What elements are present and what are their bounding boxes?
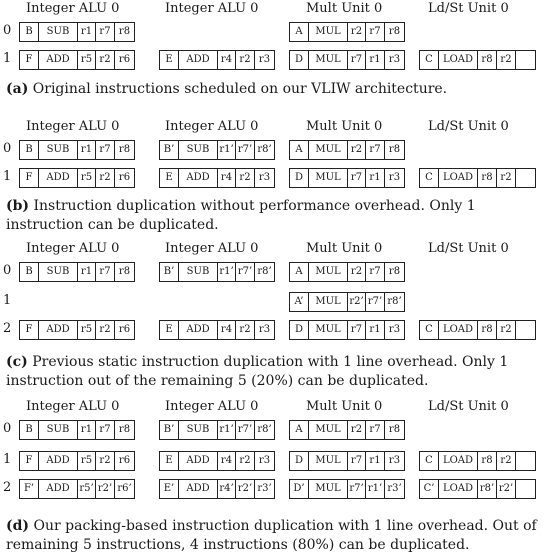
src-register-2: r8’ [257, 144, 272, 155]
src-register-2: r6 [118, 455, 131, 466]
instruction-box [419, 50, 536, 70]
dest-register: r4 [218, 51, 236, 69]
panel-d [0, 398, 546, 553]
caption-tag: (d) [6, 518, 30, 534]
dest-register: r5 [78, 452, 96, 470]
dest-register: r4’ [218, 480, 236, 498]
opcode-id: A [290, 421, 309, 439]
src-register-2: r3 [388, 172, 401, 183]
dest-register: r7 [348, 169, 366, 187]
unit-header: Integer ALU 0 [165, 241, 259, 256]
src-register-1: r7 [96, 421, 115, 439]
opcode-id: D [290, 321, 309, 339]
operation: LOAD [439, 169, 478, 187]
operation: MUL [309, 23, 348, 41]
src-register-1: r7’ [236, 421, 255, 439]
src-register-1: r7 [366, 421, 385, 439]
src-register-1: r7 [96, 263, 115, 281]
dest-register: r1 [78, 263, 96, 281]
caption-tag: (a) [6, 81, 29, 97]
operation: ADD [179, 321, 218, 339]
operation: SUB [39, 141, 78, 159]
opcode-id: B [20, 23, 39, 41]
dest-register: r2 [348, 141, 366, 159]
instruction-box [159, 320, 275, 340]
src-register-1: r1 [366, 51, 385, 69]
opcode-id: A [290, 141, 309, 159]
opcode-id: B [20, 421, 39, 439]
dest-register: r7’ [348, 480, 366, 498]
opcode-id: E’ [160, 480, 179, 498]
instruction-box [289, 451, 405, 471]
operation: LOAD [439, 321, 478, 339]
unit-header: Integer ALU 0 [165, 399, 259, 414]
src-register-1: r2 [497, 321, 516, 339]
opcode-id: D [290, 51, 309, 69]
instruction-box [289, 262, 405, 282]
src-register-1: r7 [366, 23, 385, 41]
src-register-1: r7 [96, 23, 115, 41]
instruction-box [19, 50, 135, 70]
src-register-2: r3 [258, 54, 271, 65]
unit-header: Mult Unit 0 [306, 399, 383, 414]
instruction-box [419, 320, 536, 340]
operation: SUB [179, 421, 218, 439]
operation: SUB [179, 263, 218, 281]
src-register-2: r3 [388, 455, 401, 466]
dest-register: r5 [78, 169, 96, 187]
operation: ADD [179, 169, 218, 187]
operation: LOAD [439, 452, 478, 470]
instruction-box [289, 320, 405, 340]
src-register-2: r8 [118, 266, 131, 277]
row-label: 0 [3, 421, 12, 436]
src-register-2: r8 [118, 144, 131, 155]
opcode-id: D [290, 169, 309, 187]
src-register-1: r2 [497, 452, 516, 470]
row-label: 0 [3, 141, 12, 156]
src-register-2: r3’ [257, 483, 272, 494]
caption [6, 353, 542, 391]
src-register-2 [516, 51, 535, 69]
instruction-box [419, 479, 536, 499]
src-register-2: r6 [118, 172, 131, 183]
dest-register: r1 [78, 141, 96, 159]
instruction-box [289, 420, 405, 440]
unit-header: Mult Unit 0 [306, 241, 383, 256]
caption-tag: (b) [6, 198, 30, 214]
instruction-box [289, 50, 405, 70]
dest-register: r7 [348, 452, 366, 470]
instruction-box [159, 262, 275, 282]
opcode-id: C [420, 51, 439, 69]
src-register-2: r3 [258, 172, 271, 183]
instruction-box [19, 22, 135, 42]
opcode-id: B’ [160, 141, 179, 159]
instruction-box [289, 22, 405, 42]
src-register-1: r1’ [366, 480, 385, 498]
src-register-1: r7’ [236, 263, 255, 281]
dest-register: r1’ [218, 263, 236, 281]
unit-header: Mult Unit 0 [306, 119, 383, 134]
src-register-1: r2 [497, 51, 516, 69]
src-register-1: r7’ [366, 293, 385, 311]
caption-text: Original instructions scheduled on our VLIW architecture. [28, 81, 448, 97]
operation: MUL [309, 321, 348, 339]
row-label: 2 [3, 321, 12, 336]
dest-register: r2 [348, 263, 366, 281]
operation: ADD [179, 480, 218, 498]
src-register-1: r1 [366, 169, 385, 187]
instruction-box [159, 451, 275, 471]
src-register-2: r3 [258, 324, 271, 335]
opcode-id: B’ [160, 421, 179, 439]
row-label: 0 [3, 263, 12, 278]
src-register-1: r2 [96, 321, 115, 339]
dest-register: r1’ [218, 141, 236, 159]
unit-header: Integer ALU 0 [26, 119, 120, 134]
src-register-1: r7 [96, 141, 115, 159]
caption-tag: (c) [6, 354, 28, 370]
src-register-2 [516, 480, 535, 498]
src-register-2: r8’ [257, 266, 272, 277]
operation: SUB [179, 141, 218, 159]
caption-text: Previous static instruction duplication with 1 line overhead. Only 1 instruction out of the remaining 5 (20%) can be duplicated. [6, 354, 509, 389]
operation: ADD [179, 51, 218, 69]
panel-b [0, 118, 546, 248]
src-register-2: r8 [118, 26, 131, 37]
src-register-2: r6’ [117, 483, 132, 494]
opcode-id: B [20, 263, 39, 281]
opcode-id: A [290, 263, 309, 281]
src-register-2: r8 [118, 424, 131, 435]
opcode-id: C [420, 452, 439, 470]
src-register-1: r7 [366, 141, 385, 159]
operation: ADD [39, 452, 78, 470]
instruction-box [19, 479, 135, 499]
operation: SUB [39, 263, 78, 281]
opcode-id: B [20, 141, 39, 159]
src-register-1: r7 [366, 263, 385, 281]
dest-register: r2’ [348, 293, 366, 311]
unit-header: Ld/St Unit 0 [428, 399, 509, 414]
src-register-2: r3 [388, 54, 401, 65]
instruction-box [419, 168, 536, 188]
opcode-id: C [420, 169, 439, 187]
dest-register: r8 [478, 452, 497, 470]
operation: ADD [39, 321, 78, 339]
src-register-1: r1 [366, 321, 385, 339]
instruction-box [289, 479, 405, 499]
opcode-id: B’ [160, 263, 179, 281]
src-register-2 [516, 169, 535, 187]
src-register-2: r8’ [257, 424, 272, 435]
unit-header: Integer ALU 0 [26, 1, 120, 16]
unit-header: Ld/St Unit 0 [428, 241, 509, 256]
caption [6, 517, 542, 555]
src-register-2 [516, 452, 535, 470]
src-register-2: r8 [388, 424, 401, 435]
src-register-1: r2’ [96, 480, 115, 498]
dest-register: r8 [478, 321, 497, 339]
src-register-2: r3 [388, 324, 401, 335]
src-register-1: r2 [236, 51, 255, 69]
operation: MUL [309, 480, 348, 498]
src-register-1: r2’ [497, 480, 516, 498]
operation: MUL [309, 452, 348, 470]
opcode-id: F [20, 321, 39, 339]
dest-register: r4 [218, 452, 236, 470]
operation: MUL [309, 293, 348, 311]
operation: ADD [39, 169, 78, 187]
src-register-1: r2 [96, 452, 115, 470]
operation: ADD [39, 51, 78, 69]
row-label: 1 [3, 169, 12, 184]
src-register-2: r6 [118, 54, 131, 65]
operation: ADD [39, 480, 78, 498]
opcode-id: D [290, 452, 309, 470]
dest-register: r5 [78, 321, 96, 339]
dest-register: r5’ [78, 480, 96, 498]
dest-register: r8’ [478, 480, 497, 498]
operation: LOAD [439, 480, 478, 498]
src-register-2 [516, 321, 535, 339]
unit-header: Integer ALU 0 [165, 119, 259, 134]
dest-register: r2 [348, 421, 366, 439]
instruction-box [419, 451, 536, 471]
src-register-1: r2’ [236, 480, 255, 498]
dest-register: r4 [218, 321, 236, 339]
instruction-box [19, 451, 135, 471]
src-register-2: r8 [388, 26, 401, 37]
instruction-box [159, 420, 275, 440]
opcode-id: F [20, 452, 39, 470]
src-register-1: r1 [366, 452, 385, 470]
row-label: 1 [3, 51, 12, 66]
src-register-1: r2 [497, 169, 516, 187]
dest-register: r7 [348, 321, 366, 339]
src-register-1: r2 [236, 321, 255, 339]
caption [6, 80, 542, 99]
dest-register: r2 [348, 23, 366, 41]
instruction-box [19, 420, 135, 440]
operation: MUL [309, 263, 348, 281]
operation: SUB [39, 421, 78, 439]
opcode-id: F [20, 169, 39, 187]
instruction-box [289, 140, 405, 160]
dest-register: r7 [348, 51, 366, 69]
opcode-id: D’ [290, 480, 309, 498]
dest-register: r1 [78, 421, 96, 439]
src-register-1: r7’ [236, 141, 255, 159]
opcode-id: F [20, 51, 39, 69]
operation: MUL [309, 141, 348, 159]
caption-text: Our packing-based instruction duplication with 1 line overhead. Out of remaining 5 instructions, 4 instructions (80%) can be duplicated. [6, 518, 537, 553]
instruction-box [289, 292, 405, 312]
instruction-box [19, 262, 135, 282]
opcode-id: C [420, 321, 439, 339]
instruction-box [159, 50, 275, 70]
caption [6, 197, 542, 235]
dest-register: r8 [478, 51, 497, 69]
dest-register: r1’ [218, 421, 236, 439]
dest-register: r8 [478, 169, 497, 187]
operation: SUB [39, 23, 78, 41]
dest-register: r5 [78, 51, 96, 69]
unit-header: Integer ALU 0 [26, 241, 120, 256]
dest-register: r4 [218, 169, 236, 187]
unit-header: Ld/St Unit 0 [428, 1, 509, 16]
opcode-id: C’ [420, 480, 439, 498]
unit-header: Mult Unit 0 [306, 1, 383, 16]
src-register-1: r2 [236, 452, 255, 470]
operation: MUL [309, 421, 348, 439]
instruction-box [19, 320, 135, 340]
operation: MUL [309, 51, 348, 69]
opcode-id: A [290, 23, 309, 41]
src-register-2: r8 [388, 266, 401, 277]
row-label: 0 [3, 23, 12, 38]
dest-register: r1 [78, 23, 96, 41]
opcode-id: E [160, 169, 179, 187]
opcode-id: E [160, 321, 179, 339]
operation: MUL [309, 169, 348, 187]
unit-header: Integer ALU 0 [26, 399, 120, 414]
unit-header: Integer ALU 0 [165, 1, 259, 16]
opcode-id: E [160, 452, 179, 470]
panel-c [0, 240, 546, 389]
instruction-box [159, 479, 275, 499]
operation: LOAD [439, 51, 478, 69]
src-register-2: r3 [258, 455, 271, 466]
src-register-2: r6 [118, 324, 131, 335]
opcode-id: F’ [20, 480, 39, 498]
instruction-box [19, 168, 135, 188]
instruction-box [159, 168, 275, 188]
row-label: 1 [3, 452, 12, 467]
unit-header: Ld/St Unit 0 [428, 119, 509, 134]
src-register-1: r2 [96, 51, 115, 69]
opcode-id: A’ [290, 293, 309, 311]
src-register-2: r3’ [387, 483, 402, 494]
opcode-id: E [160, 51, 179, 69]
caption-text: Instruction duplication without performance overhead. Only 1 instruction can be duplicated. [6, 198, 476, 233]
src-register-2: r8 [388, 144, 401, 155]
row-label: 1 [3, 293, 12, 308]
row-label: 2 [3, 480, 12, 495]
instruction-box [289, 168, 405, 188]
instruction-box [159, 140, 275, 160]
src-register-1: r2 [236, 169, 255, 187]
panel-a [0, 0, 546, 130]
src-register-2: r8’ [387, 296, 402, 307]
instruction-box [19, 140, 135, 160]
src-register-1: r2 [96, 169, 115, 187]
operation: ADD [179, 452, 218, 470]
